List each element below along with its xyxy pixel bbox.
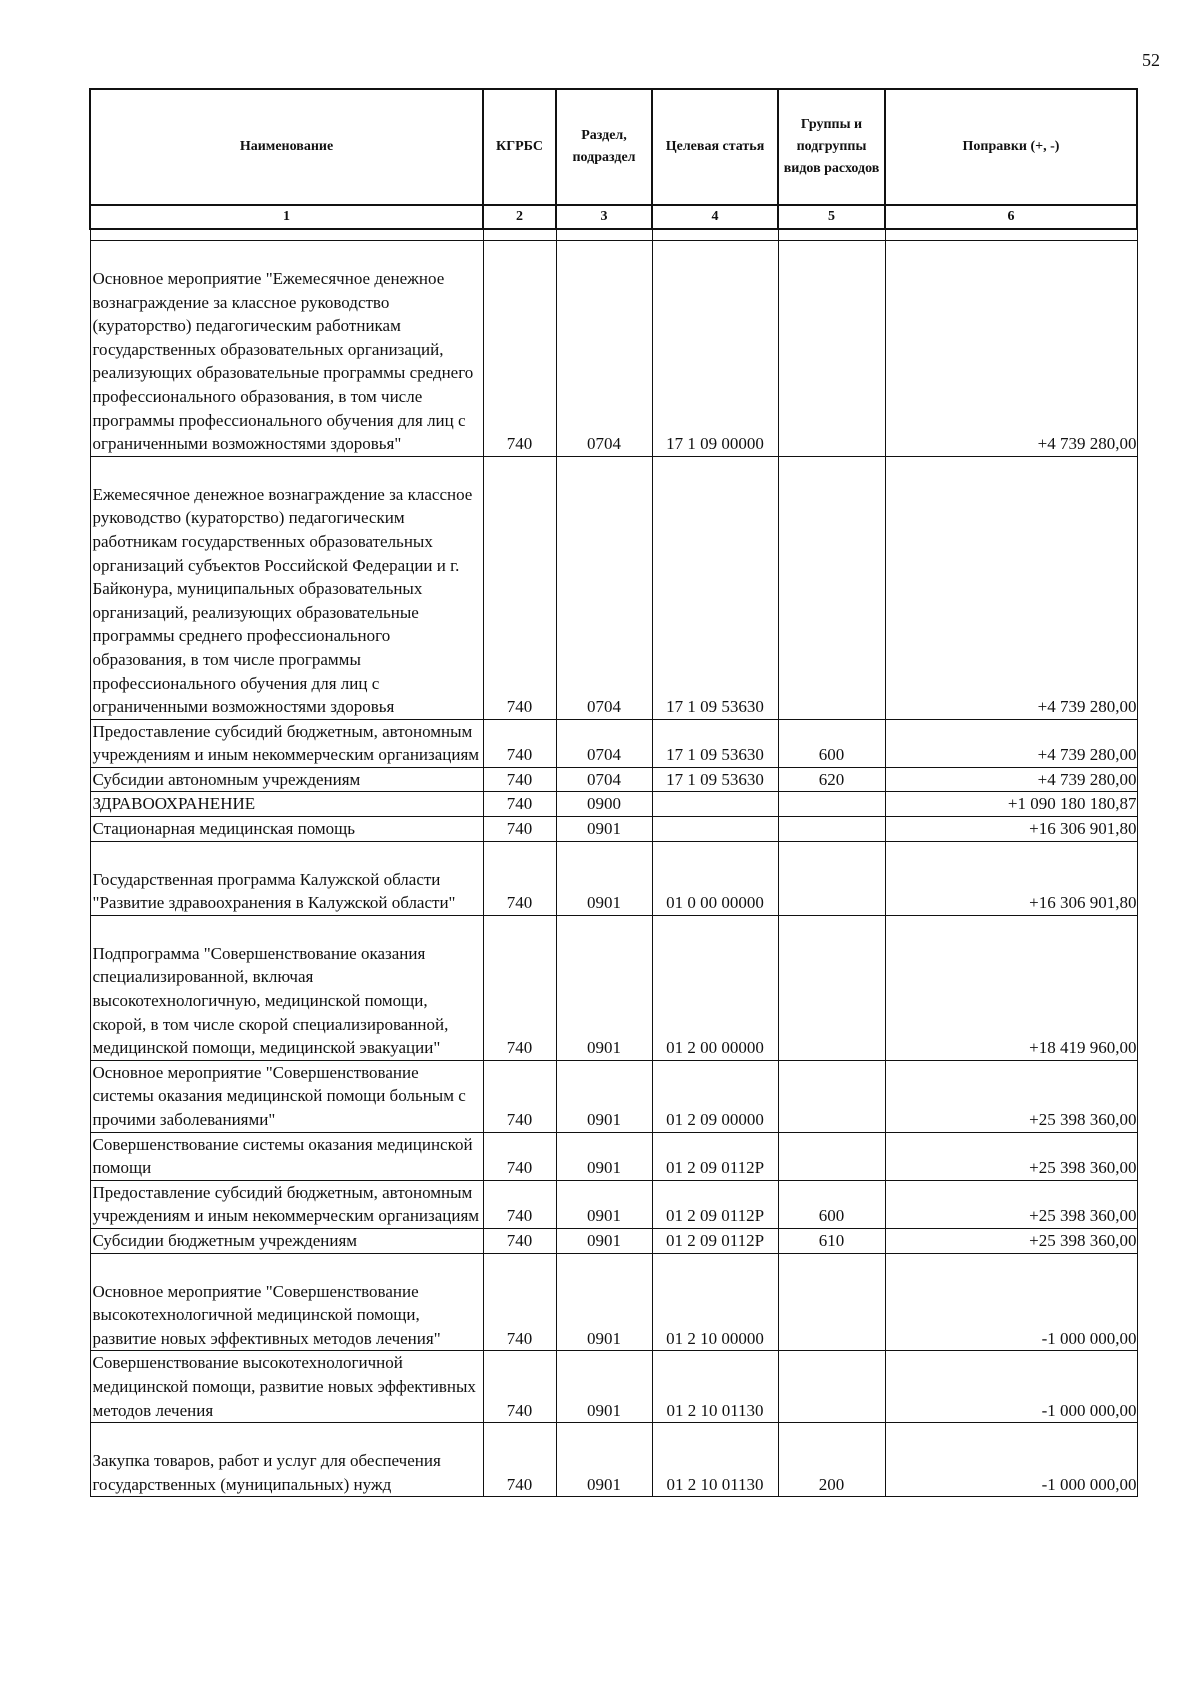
row-group [778,1132,885,1180]
row-section: 0901 [556,1132,652,1180]
row-section: 0704 [556,241,652,457]
row-section: 0901 [556,1228,652,1253]
row-amount: +4 739 280,00 [885,767,1137,792]
row-kgrbs: 740 [483,719,556,767]
row-target: 17 1 09 53630 [652,456,778,719]
row-name: Предоставление субсидий бюджетным, автономным учреждениям и иным некоммерческим организациям [90,719,483,767]
row-target: 01 2 09 0112P [652,1132,778,1180]
row-group [778,456,885,719]
row-amount: +16 306 901,80 [885,817,1137,842]
table-row [90,1180,1137,1228]
row-target [652,817,778,842]
row-name: Основное мероприятие "Ежемесячное денежное вознаграждение за классное руководство (кураторство) педагогическим работникам государственных образовательных организаций, реализующих образовательные программы среднего профессионального образования, в том числе программы профессионального обучения для лиц с ограниченными возможностями здоровья" [90,241,483,457]
row-name: Государственная программа Калужской области "Развитие здравоохранения в Калужской области" [90,841,483,915]
row-target [652,792,778,817]
row-target: 01 2 09 0112P [652,1180,778,1228]
table-row [90,792,1137,817]
row-group [778,915,885,1060]
row-kgrbs: 740 [483,841,556,915]
row-section: 0901 [556,1253,652,1351]
row-section: 0704 [556,456,652,719]
row-target: 01 0 00 00000 [652,841,778,915]
row-name: Субсидии бюджетным учреждениям [90,1228,483,1253]
row-group: 600 [778,719,885,767]
row-amount: +25 398 360,00 [885,1132,1137,1180]
row-name: Ежемесячное денежное вознаграждение за классное руководство (кураторство) педагогическим работникам государственных образовательных организаций субъектов Российской Федерации и г. Байконура, муниципальных образовательных организаций, реализующих образовательные программы среднего профессионального образования, в том числе программы профессионального обучения для лиц с ограниченными возможностями здоровья [90,456,483,719]
row-kgrbs: 740 [483,1060,556,1132]
column-number: 4 [652,205,778,229]
row-amount: +25 398 360,00 [885,1060,1137,1132]
table-row [90,915,1137,1060]
row-group [778,1253,885,1351]
row-section: 0901 [556,841,652,915]
row-kgrbs: 740 [483,767,556,792]
row-section: 0900 [556,792,652,817]
row-target: 01 2 00 00000 [652,915,778,1060]
row-group [778,241,885,457]
row-section: 0704 [556,719,652,767]
table-row [90,1253,1137,1351]
table-row [90,719,1137,767]
row-target: 01 2 09 0112P [652,1228,778,1253]
row-kgrbs: 740 [483,817,556,842]
row-name: Основное мероприятие "Совершенствование системы оказания медицинской помощи больным с прочими заболеваниями" [90,1060,483,1132]
table-row [90,241,1137,457]
row-target: 01 2 09 00000 [652,1060,778,1132]
row-name: Совершенствование высокотехнологичной медицинской помощи, развитие новых эффективных методов лечения [90,1351,483,1423]
row-section: 0901 [556,1423,652,1497]
row-name: Совершенствование системы оказания медицинской помощи [90,1132,483,1180]
row-group: 200 [778,1423,885,1497]
table-row [90,817,1137,842]
table-row [90,456,1137,719]
row-name: ЗДРАВООХРАНЕНИЕ [90,792,483,817]
column-number: 1 [90,205,483,229]
row-kgrbs: 740 [483,456,556,719]
row-kgrbs: 740 [483,1180,556,1228]
row-name: Субсидии автономным учреждениям [90,767,483,792]
column-number: 6 [885,205,1137,229]
row-target: 17 1 09 53630 [652,719,778,767]
table-row [90,1228,1137,1253]
table-row [90,1060,1137,1132]
table-row [90,1132,1137,1180]
table-row [90,841,1137,915]
row-amount: +4 739 280,00 [885,241,1137,457]
column-number: 5 [778,205,885,229]
row-name: Основное мероприятие "Совершенствование высокотехнологичной медицинской помощи, развитие новых эффективных методов лечения" [90,1253,483,1351]
row-group [778,1060,885,1132]
row-group: 620 [778,767,885,792]
row-amount: +16 306 901,80 [885,841,1137,915]
row-kgrbs: 740 [483,1132,556,1180]
row-target: 01 2 10 01130 [652,1351,778,1423]
row-kgrbs: 740 [483,1228,556,1253]
row-amount: +1 090 180 180,87 [885,792,1137,817]
row-target: 17 1 09 53630 [652,767,778,792]
row-group [778,792,885,817]
column-number: 2 [483,205,556,229]
header-kgrbs: КГРБС [483,89,556,205]
row-amount: +25 398 360,00 [885,1180,1137,1228]
row-target: 01 2 10 01130 [652,1423,778,1497]
row-amount: +18 419 960,00 [885,915,1137,1060]
row-section: 0901 [556,915,652,1060]
page-number: 52 [1142,50,1160,70]
spacer-row [90,229,1137,241]
row-name: Стационарная медицинская помощь [90,817,483,842]
row-section: 0901 [556,817,652,842]
row-section: 0901 [556,1060,652,1132]
row-amount: +4 739 280,00 [885,456,1137,719]
row-amount: -1 000 000,00 [885,1253,1137,1351]
table-row [90,1423,1137,1497]
row-name: Подпрограмма "Совершенствование оказания специализированной, включая высокотехнологичную, медицинской помощи, скорой, в том числе скорой специализированной, медицинской помощи, медицинской эвакуации" [90,915,483,1060]
column-number: 3 [556,205,652,229]
header-expense-group: Группы и подгруппы видов расходов [778,89,885,205]
header-target-article: Целевая статья [652,89,778,205]
row-group: 600 [778,1180,885,1228]
row-kgrbs: 740 [483,915,556,1060]
budget-amendments-table [89,88,1138,1497]
row-kgrbs: 740 [483,1423,556,1497]
row-section: 0901 [556,1351,652,1423]
row-group [778,1351,885,1423]
row-target: 01 2 10 00000 [652,1253,778,1351]
row-group [778,817,885,842]
table-row [90,767,1137,792]
row-section: 0901 [556,1180,652,1228]
row-name: Закупка товаров, работ и услуг для обеспечения государственных (муниципальных) нужд [90,1423,483,1497]
row-section: 0704 [556,767,652,792]
header-amendments: Поправки (+, -) [885,89,1137,205]
row-amount: -1 000 000,00 [885,1351,1137,1423]
row-group [778,841,885,915]
row-amount: +25 398 360,00 [885,1228,1137,1253]
row-target: 17 1 09 00000 [652,241,778,457]
header-name: Наименование [90,89,483,205]
row-group: 610 [778,1228,885,1253]
row-kgrbs: 740 [483,241,556,457]
row-amount: -1 000 000,00 [885,1423,1137,1497]
row-kgrbs: 740 [483,1351,556,1423]
row-kgrbs: 740 [483,792,556,817]
table-row [90,1351,1137,1423]
row-name: Предоставление субсидий бюджетным, автономным учреждениям и иным некоммерческим организациям [90,1180,483,1228]
row-amount: +4 739 280,00 [885,719,1137,767]
header-section: Раздел, подраздел [556,89,652,205]
row-kgrbs: 740 [483,1253,556,1351]
